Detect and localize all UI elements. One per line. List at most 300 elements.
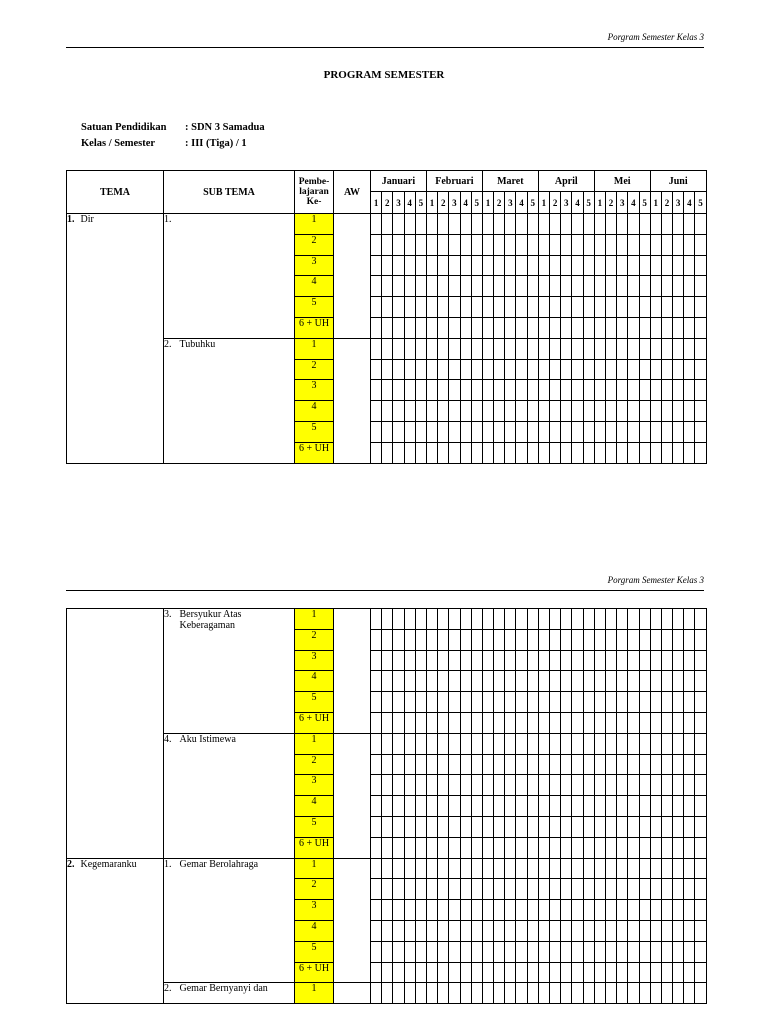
week-cell[interactable]: [404, 775, 415, 796]
week-cell[interactable]: [426, 816, 437, 837]
week-cell[interactable]: [628, 276, 639, 297]
week-cell[interactable]: [673, 733, 684, 754]
week-cell[interactable]: [382, 796, 393, 817]
week-cell[interactable]: [527, 983, 538, 1004]
week-cell[interactable]: [695, 380, 706, 401]
week-cell[interactable]: [460, 879, 471, 900]
week-cell[interactable]: [617, 671, 628, 692]
week-cell[interactable]: [516, 754, 527, 775]
week-cell[interactable]: [617, 775, 628, 796]
week-cell[interactable]: [404, 962, 415, 983]
week-cell[interactable]: [684, 609, 695, 630]
aw-cell[interactable]: [334, 214, 371, 339]
week-cell[interactable]: [438, 692, 449, 713]
week-cell[interactable]: [393, 650, 404, 671]
week-cell[interactable]: [650, 858, 661, 879]
week-cell[interactable]: [673, 297, 684, 318]
week-cell[interactable]: [438, 442, 449, 463]
week-cell[interactable]: [561, 983, 572, 1004]
week-cell[interactable]: [426, 733, 437, 754]
week-cell[interactable]: [550, 380, 561, 401]
week-cell[interactable]: [505, 837, 516, 858]
week-cell[interactable]: [561, 214, 572, 235]
week-cell[interactable]: [550, 733, 561, 754]
week-cell[interactable]: [639, 421, 650, 442]
week-cell[interactable]: [650, 359, 661, 380]
week-cell[interactable]: [583, 692, 594, 713]
week-cell[interactable]: [650, 754, 661, 775]
week-cell[interactable]: [628, 900, 639, 921]
week-cell[interactable]: [538, 214, 549, 235]
week-cell[interactable]: [516, 401, 527, 422]
week-cell[interactable]: [449, 214, 460, 235]
week-cell[interactable]: [639, 858, 650, 879]
week-cell[interactable]: [617, 609, 628, 630]
week-cell[interactable]: [527, 692, 538, 713]
week-cell[interactable]: [572, 837, 583, 858]
week-cell[interactable]: [404, 816, 415, 837]
week-cell[interactable]: [617, 442, 628, 463]
week-cell[interactable]: [684, 879, 695, 900]
week-cell[interactable]: [449, 900, 460, 921]
week-cell[interactable]: [527, 962, 538, 983]
week-cell[interactable]: [415, 671, 426, 692]
week-cell[interactable]: [415, 775, 426, 796]
week-cell[interactable]: [673, 214, 684, 235]
week-cell[interactable]: [494, 671, 505, 692]
week-cell[interactable]: [639, 671, 650, 692]
week-cell[interactable]: [661, 234, 672, 255]
week-cell[interactable]: [594, 359, 605, 380]
week-cell[interactable]: [673, 879, 684, 900]
week-cell[interactable]: [382, 733, 393, 754]
week-cell[interactable]: [426, 900, 437, 921]
week-cell[interactable]: [650, 401, 661, 422]
week-cell[interactable]: [426, 837, 437, 858]
week-cell[interactable]: [471, 297, 482, 318]
week-cell[interactable]: [639, 712, 650, 733]
week-cell[interactable]: [460, 671, 471, 692]
week-cell[interactable]: [404, 941, 415, 962]
week-cell[interactable]: [695, 234, 706, 255]
week-cell[interactable]: [404, 421, 415, 442]
week-cell[interactable]: [628, 712, 639, 733]
week-cell[interactable]: [695, 775, 706, 796]
week-cell[interactable]: [449, 816, 460, 837]
week-cell[interactable]: [527, 214, 538, 235]
week-cell[interactable]: [661, 380, 672, 401]
week-cell[interactable]: [605, 671, 616, 692]
week-cell[interactable]: [650, 733, 661, 754]
week-cell[interactable]: [516, 234, 527, 255]
week-cell[interactable]: [661, 276, 672, 297]
week-cell[interactable]: [505, 712, 516, 733]
week-cell[interactable]: [650, 442, 661, 463]
week-cell[interactable]: [449, 983, 460, 1004]
week-cell[interactable]: [426, 775, 437, 796]
week-cell[interactable]: [371, 421, 382, 442]
week-cell[interactable]: [617, 879, 628, 900]
week-cell[interactable]: [617, 214, 628, 235]
week-cell[interactable]: [438, 983, 449, 1004]
week-cell[interactable]: [673, 920, 684, 941]
week-cell[interactable]: [482, 317, 493, 338]
week-cell[interactable]: [527, 796, 538, 817]
week-cell[interactable]: [583, 234, 594, 255]
week-cell[interactable]: [494, 879, 505, 900]
week-cell[interactable]: [505, 650, 516, 671]
week-cell[interactable]: [673, 609, 684, 630]
week-cell[interactable]: [661, 775, 672, 796]
week-cell[interactable]: [527, 317, 538, 338]
week-cell[interactable]: [527, 837, 538, 858]
week-cell[interactable]: [482, 276, 493, 297]
week-cell[interactable]: [415, 900, 426, 921]
week-cell[interactable]: [438, 401, 449, 422]
week-cell[interactable]: [393, 671, 404, 692]
week-cell[interactable]: [371, 338, 382, 359]
week-cell[interactable]: [471, 359, 482, 380]
week-cell[interactable]: [538, 234, 549, 255]
week-cell[interactable]: [594, 816, 605, 837]
week-cell[interactable]: [639, 276, 650, 297]
week-cell[interactable]: [426, 858, 437, 879]
week-cell[interactable]: [594, 650, 605, 671]
week-cell[interactable]: [594, 962, 605, 983]
week-cell[interactable]: [583, 775, 594, 796]
week-cell[interactable]: [449, 650, 460, 671]
week-cell[interactable]: [605, 650, 616, 671]
week-cell[interactable]: [393, 837, 404, 858]
week-cell[interactable]: [460, 359, 471, 380]
week-cell[interactable]: [415, 692, 426, 713]
week-cell[interactable]: [583, 941, 594, 962]
week-cell[interactable]: [695, 920, 706, 941]
week-cell[interactable]: [438, 858, 449, 879]
week-cell[interactable]: [639, 609, 650, 630]
week-cell[interactable]: [494, 629, 505, 650]
week-cell[interactable]: [404, 692, 415, 713]
week-cell[interactable]: [516, 816, 527, 837]
week-cell[interactable]: [617, 983, 628, 1004]
week-cell[interactable]: [494, 796, 505, 817]
week-cell[interactable]: [382, 900, 393, 921]
week-cell[interactable]: [561, 650, 572, 671]
week-cell[interactable]: [527, 421, 538, 442]
week-cell[interactable]: [561, 276, 572, 297]
week-cell[interactable]: [505, 255, 516, 276]
week-cell[interactable]: [684, 733, 695, 754]
week-cell[interactable]: [639, 920, 650, 941]
week-cell[interactable]: [605, 234, 616, 255]
week-cell[interactable]: [415, 754, 426, 775]
week-cell[interactable]: [527, 733, 538, 754]
week-cell[interactable]: [449, 255, 460, 276]
week-cell[interactable]: [516, 442, 527, 463]
week-cell[interactable]: [482, 255, 493, 276]
week-cell[interactable]: [583, 796, 594, 817]
week-cell[interactable]: [494, 920, 505, 941]
week-cell[interactable]: [684, 255, 695, 276]
week-cell[interactable]: [673, 692, 684, 713]
week-cell[interactable]: [404, 359, 415, 380]
week-cell[interactable]: [371, 671, 382, 692]
week-cell[interactable]: [393, 920, 404, 941]
week-cell[interactable]: [393, 816, 404, 837]
week-cell[interactable]: [673, 858, 684, 879]
week-cell[interactable]: [550, 816, 561, 837]
week-cell[interactable]: [527, 609, 538, 630]
week-cell[interactable]: [482, 692, 493, 713]
week-cell[interactable]: [583, 609, 594, 630]
week-cell[interactable]: [494, 941, 505, 962]
week-cell[interactable]: [617, 712, 628, 733]
week-cell[interactable]: [661, 754, 672, 775]
week-cell[interactable]: [382, 317, 393, 338]
week-cell[interactable]: [482, 754, 493, 775]
week-cell[interactable]: [594, 297, 605, 318]
week-cell[interactable]: [605, 380, 616, 401]
week-cell[interactable]: [617, 941, 628, 962]
week-cell[interactable]: [538, 712, 549, 733]
week-cell[interactable]: [628, 297, 639, 318]
week-cell[interactable]: [371, 941, 382, 962]
week-cell[interactable]: [673, 317, 684, 338]
week-cell[interactable]: [471, 962, 482, 983]
week-cell[interactable]: [561, 401, 572, 422]
week-cell[interactable]: [460, 796, 471, 817]
week-cell[interactable]: [494, 401, 505, 422]
week-cell[interactable]: [460, 983, 471, 1004]
week-cell[interactable]: [550, 900, 561, 921]
week-cell[interactable]: [583, 421, 594, 442]
week-cell[interactable]: [628, 650, 639, 671]
week-cell[interactable]: [583, 255, 594, 276]
week-cell[interactable]: [550, 650, 561, 671]
week-cell[interactable]: [460, 733, 471, 754]
week-cell[interactable]: [661, 317, 672, 338]
week-cell[interactable]: [426, 338, 437, 359]
week-cell[interactable]: [628, 380, 639, 401]
week-cell[interactable]: [404, 900, 415, 921]
week-cell[interactable]: [550, 692, 561, 713]
week-cell[interactable]: [550, 359, 561, 380]
week-cell[interactable]: [438, 255, 449, 276]
week-cell[interactable]: [505, 609, 516, 630]
week-cell[interactable]: [426, 796, 437, 817]
week-cell[interactable]: [426, 629, 437, 650]
week-cell[interactable]: [516, 671, 527, 692]
week-cell[interactable]: [684, 920, 695, 941]
week-cell[interactable]: [415, 796, 426, 817]
week-cell[interactable]: [628, 692, 639, 713]
week-cell[interactable]: [527, 671, 538, 692]
week-cell[interactable]: [426, 234, 437, 255]
week-cell[interactable]: [404, 276, 415, 297]
week-cell[interactable]: [393, 733, 404, 754]
week-cell[interactable]: [426, 609, 437, 630]
week-cell[interactable]: [404, 380, 415, 401]
week-cell[interactable]: [371, 920, 382, 941]
week-cell[interactable]: [482, 297, 493, 318]
week-cell[interactable]: [527, 234, 538, 255]
week-cell[interactable]: [426, 380, 437, 401]
week-cell[interactable]: [605, 900, 616, 921]
week-cell[interactable]: [684, 962, 695, 983]
week-cell[interactable]: [393, 297, 404, 318]
week-cell[interactable]: [371, 276, 382, 297]
week-cell[interactable]: [382, 692, 393, 713]
week-cell[interactable]: [617, 317, 628, 338]
week-cell[interactable]: [594, 941, 605, 962]
week-cell[interactable]: [449, 733, 460, 754]
week-cell[interactable]: [661, 920, 672, 941]
week-cell[interactable]: [650, 629, 661, 650]
week-cell[interactable]: [639, 214, 650, 235]
week-cell[interactable]: [505, 796, 516, 817]
week-cell[interactable]: [460, 297, 471, 318]
week-cell[interactable]: [460, 401, 471, 422]
week-cell[interactable]: [572, 421, 583, 442]
week-cell[interactable]: [505, 754, 516, 775]
week-cell[interactable]: [684, 317, 695, 338]
week-cell[interactable]: [617, 733, 628, 754]
week-cell[interactable]: [449, 837, 460, 858]
week-cell[interactable]: [650, 962, 661, 983]
week-cell[interactable]: [617, 629, 628, 650]
week-cell[interactable]: [550, 712, 561, 733]
week-cell[interactable]: [460, 442, 471, 463]
week-cell[interactable]: [404, 442, 415, 463]
week-cell[interactable]: [482, 941, 493, 962]
week-cell[interactable]: [371, 879, 382, 900]
week-cell[interactable]: [605, 609, 616, 630]
week-cell[interactable]: [449, 338, 460, 359]
week-cell[interactable]: [505, 879, 516, 900]
week-cell[interactable]: [393, 276, 404, 297]
week-cell[interactable]: [449, 609, 460, 630]
week-cell[interactable]: [550, 297, 561, 318]
week-cell[interactable]: [594, 920, 605, 941]
week-cell[interactable]: [695, 900, 706, 921]
week-cell[interactable]: [639, 962, 650, 983]
week-cell[interactable]: [605, 338, 616, 359]
week-cell[interactable]: [482, 214, 493, 235]
week-cell[interactable]: [516, 920, 527, 941]
week-cell[interactable]: [516, 796, 527, 817]
week-cell[interactable]: [527, 338, 538, 359]
week-cell[interactable]: [494, 837, 505, 858]
week-cell[interactable]: [538, 629, 549, 650]
week-cell[interactable]: [661, 609, 672, 630]
week-cell[interactable]: [471, 338, 482, 359]
week-cell[interactable]: [426, 359, 437, 380]
week-cell[interactable]: [550, 421, 561, 442]
week-cell[interactable]: [695, 796, 706, 817]
week-cell[interactable]: [382, 276, 393, 297]
week-cell[interactable]: [404, 255, 415, 276]
week-cell[interactable]: [639, 380, 650, 401]
week-cell[interactable]: [460, 421, 471, 442]
week-cell[interactable]: [471, 650, 482, 671]
week-cell[interactable]: [449, 692, 460, 713]
week-cell[interactable]: [527, 941, 538, 962]
week-cell[interactable]: [617, 816, 628, 837]
week-cell[interactable]: [695, 401, 706, 422]
week-cell[interactable]: [371, 380, 382, 401]
week-cell[interactable]: [516, 837, 527, 858]
week-cell[interactable]: [382, 214, 393, 235]
week-cell[interactable]: [371, 609, 382, 630]
week-cell[interactable]: [572, 879, 583, 900]
week-cell[interactable]: [605, 879, 616, 900]
week-cell[interactable]: [494, 234, 505, 255]
week-cell[interactable]: [538, 983, 549, 1004]
week-cell[interactable]: [639, 629, 650, 650]
week-cell[interactable]: [639, 983, 650, 1004]
week-cell[interactable]: [393, 255, 404, 276]
week-cell[interactable]: [404, 920, 415, 941]
week-cell[interactable]: [617, 650, 628, 671]
week-cell[interactable]: [482, 712, 493, 733]
week-cell[interactable]: [382, 775, 393, 796]
week-cell[interactable]: [594, 796, 605, 817]
week-cell[interactable]: [550, 671, 561, 692]
week-cell[interactable]: [661, 297, 672, 318]
week-cell[interactable]: [482, 816, 493, 837]
week-cell[interactable]: [438, 338, 449, 359]
week-cell[interactable]: [605, 920, 616, 941]
week-cell[interactable]: [639, 255, 650, 276]
week-cell[interactable]: [449, 920, 460, 941]
week-cell[interactable]: [482, 359, 493, 380]
week-cell[interactable]: [572, 650, 583, 671]
week-cell[interactable]: [550, 255, 561, 276]
week-cell[interactable]: [438, 733, 449, 754]
week-cell[interactable]: [438, 317, 449, 338]
week-cell[interactable]: [371, 629, 382, 650]
week-cell[interactable]: [438, 900, 449, 921]
week-cell[interactable]: [628, 754, 639, 775]
week-cell[interactable]: [695, 983, 706, 1004]
week-cell[interactable]: [650, 421, 661, 442]
week-cell[interactable]: [460, 858, 471, 879]
week-cell[interactable]: [684, 983, 695, 1004]
week-cell[interactable]: [572, 255, 583, 276]
week-cell[interactable]: [371, 733, 382, 754]
week-cell[interactable]: [628, 255, 639, 276]
week-cell[interactable]: [471, 214, 482, 235]
week-cell[interactable]: [617, 234, 628, 255]
week-cell[interactable]: [371, 234, 382, 255]
week-cell[interactable]: [505, 941, 516, 962]
week-cell[interactable]: [516, 983, 527, 1004]
week-cell[interactable]: [382, 941, 393, 962]
week-cell[interactable]: [684, 650, 695, 671]
week-cell[interactable]: [650, 692, 661, 713]
week-cell[interactable]: [415, 858, 426, 879]
week-cell[interactable]: [505, 629, 516, 650]
week-cell[interactable]: [695, 442, 706, 463]
week-cell[interactable]: [471, 442, 482, 463]
week-cell[interactable]: [661, 442, 672, 463]
week-cell[interactable]: [605, 754, 616, 775]
week-cell[interactable]: [516, 962, 527, 983]
week-cell[interactable]: [471, 234, 482, 255]
week-cell[interactable]: [393, 629, 404, 650]
week-cell[interactable]: [371, 754, 382, 775]
week-cell[interactable]: [494, 650, 505, 671]
